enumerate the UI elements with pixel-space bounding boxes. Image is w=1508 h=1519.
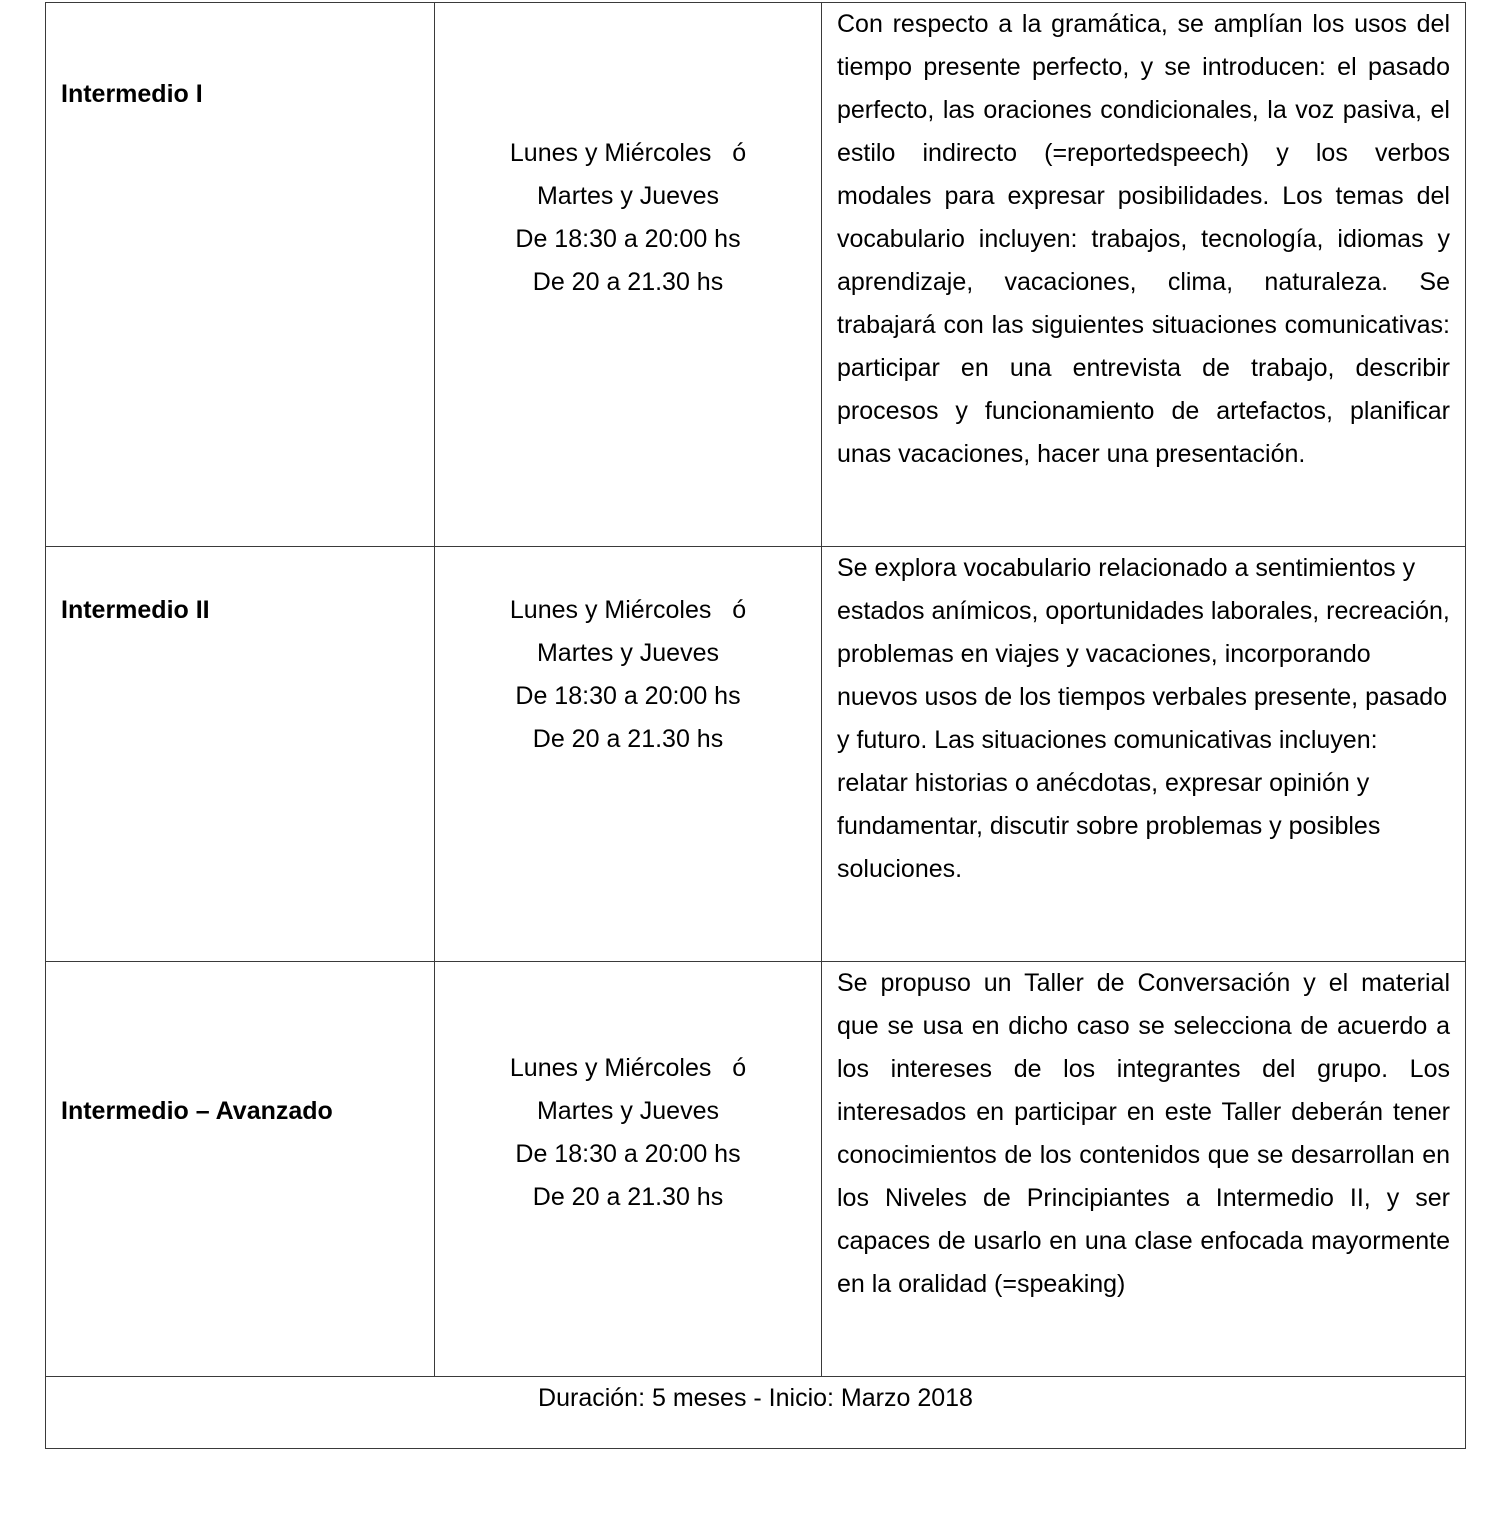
footer-cell (46, 1377, 1466, 1449)
table-row (46, 547, 1466, 962)
schedule-time-1: De 18:30 a 20:00 hs (515, 1140, 741, 1168)
level-cell (46, 962, 435, 1377)
description-text: Con respecto a la gramática, se amplían los usos del tiempo presente perfecto, y se introducen: el pasado perfecto, las oraciones condicionales, la voz pasiva, el estilo indirecto (=reportedspeech) y los verbos modales para expresar posibilidades. Los temas del vocabulario incluyen: trabajos, tecnología, idiomas y aprendizaje, vacaciones, clima, naturaleza. Se trabajará con las siguientes situaciones comunicativas: participar en una entrevista de trabajo, describir procesos y funcionamiento de artefactos, planificar unas vacaciones, hacer una presentación. (837, 10, 1450, 468)
schedule-days: Lunes y Miércoles ó (509, 1054, 747, 1082)
schedule-cell (435, 962, 822, 1377)
schedule-time-1: De 18:30 a 20:00 hs (515, 682, 741, 710)
level-cell (46, 3, 435, 547)
description-cell (822, 547, 1466, 962)
description-text: Se explora vocabulario relacionado a sentimientos y estados anímicos, oportunidades laborales, recreación, problemas en viajes y vacaciones, incorporando nuevos usos de los tiempos verbales presente, pasado y futuro. Las situaciones comunicativas incluyen: relatar historias o anécdotas, expresar opinión y fundamentar, discutir sobre problemas y posibles soluciones. (837, 554, 1450, 883)
level-name: Intermedio II (61, 596, 210, 624)
level-cell (46, 547, 435, 962)
schedule-days-alt: Martes y Jueves (536, 1097, 719, 1125)
duration-start-text: Duración: 5 meses - Inicio: Marzo 2018 (538, 1384, 973, 1412)
schedule-time-1: De 18:30 a 20:00 hs (515, 225, 741, 253)
level-name: Intermedio I (61, 80, 203, 108)
table-row (46, 962, 1466, 1377)
schedule-days-alt: Martes y Jueves (536, 639, 719, 667)
schedule-cell (435, 547, 822, 962)
schedule-time-2: De 20 a 21.30 hs (532, 268, 724, 296)
course-table (45, 2, 1466, 1449)
schedule-time-2: De 20 a 21.30 hs (532, 725, 724, 753)
description-cell (822, 962, 1466, 1377)
description-text: Se propuso un Taller de Conversación y el material que se usa en dicho caso se selecciona de acuerdo a los intereses de los integrantes del grupo. Los interesados en participar en este Taller deberán tener conocimientos de los contenidos que se desarrollan en los Niveles de Principiantes a Intermedio II, y ser capaces de usarlo en una clase enfocada mayormente en la oralidad (=speaking) (837, 969, 1450, 1298)
footer-row (46, 1377, 1466, 1449)
schedule-time-2: De 20 a 21.30 hs (532, 1183, 724, 1211)
schedule-days-alt: Martes y Jueves (536, 182, 719, 210)
description-cell (822, 3, 1466, 547)
schedule-days: Lunes y Miércoles ó (509, 139, 747, 167)
schedule-cell (435, 3, 822, 547)
table-row (46, 3, 1466, 547)
schedule-days: Lunes y Miércoles ó (509, 596, 747, 624)
level-name: Intermedio – Avanzado (61, 1097, 333, 1125)
